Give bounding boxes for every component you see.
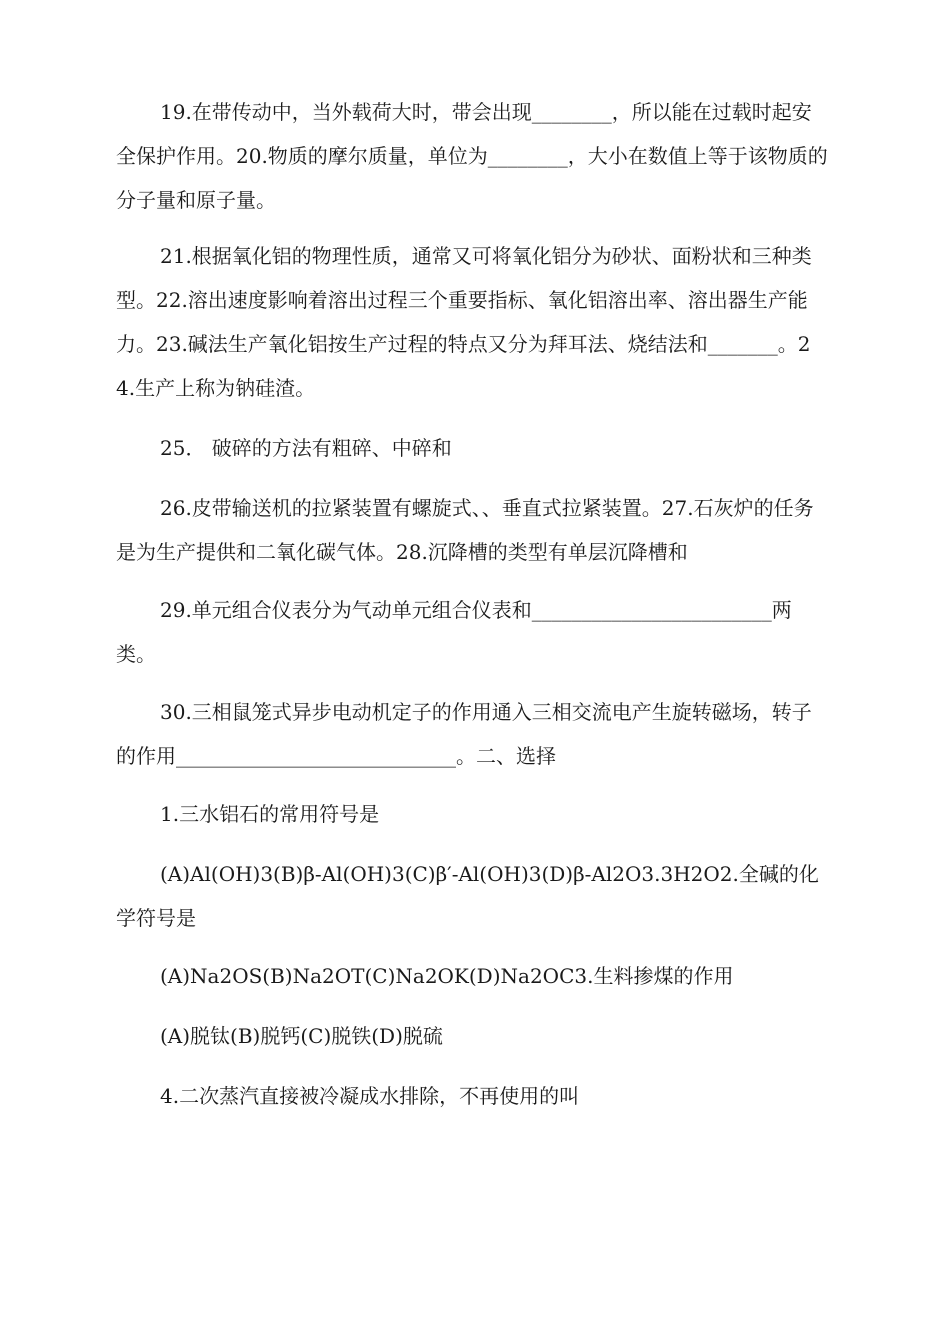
paragraph-choice-q1: 1.三水铝石的常用符号是: [160, 802, 380, 826]
paragraph-choice-q2-options: (A)Na2OS(B)Na2OT(C)Na2OK(D)Na2OC3.生料掺煤的作用: [160, 964, 734, 988]
paragraph-q26-28: 26.皮带输送机的拉紧装置有螺旋式、、垂直式拉紧装置。27.石灰炉的任务是为生产提供和二氧化碳气体。28.沉降槽的类型有单层沉降槽和: [116, 496, 814, 564]
paragraph-choice-q1-options: (A)Al(OH)3(B)β-Al(OH)3(C)β′-Al(OH)3(D)β-Al2O3.3H2O2.全碱的化学符号是: [116, 862, 819, 930]
paragraph-q29: 29.单元组合仪表分为气动单元组合仪表和________________________两类。: [116, 598, 792, 666]
paragraph-q25: 25． 破碎的方法有粗碎、中碎和: [160, 436, 452, 460]
paragraph-q30: 30.三相鼠笼式异步电动机定子的作用通入三相交流电产生旋转磁场，转子的作用____________________________。二、选择: [116, 700, 812, 768]
paragraph-q21-24: 21.根据氧化铝的物理性质，通常又可将氧化铝分为砂状、面粉状和三种类型。22.溶出速度影响着溶出过程三个重要指标、氧化铝溶出率、溶出器生产能力。23.碱法生产氧化铝按生产过程的特点又分为拜耳法、烧结法和_______。24.生产上称为钠硅渣。: [116, 244, 812, 400]
paragraph-q19-20: 19.在带传动中，当外载荷大时，带会出现________，所以能在过载时起安全保护作用。20.物质的摩尔质量，单位为________，大小在数值上等于该物质的分子量和原子量。: [116, 100, 828, 212]
paragraph-choice-q3-options: (A)脱钛(B)脱钙(C)脱铁(D)脱硫: [160, 1024, 443, 1048]
paragraph-choice-q4: 4.二次蒸汽直接被冷凝成水排除，不再使用的叫: [160, 1084, 580, 1108]
